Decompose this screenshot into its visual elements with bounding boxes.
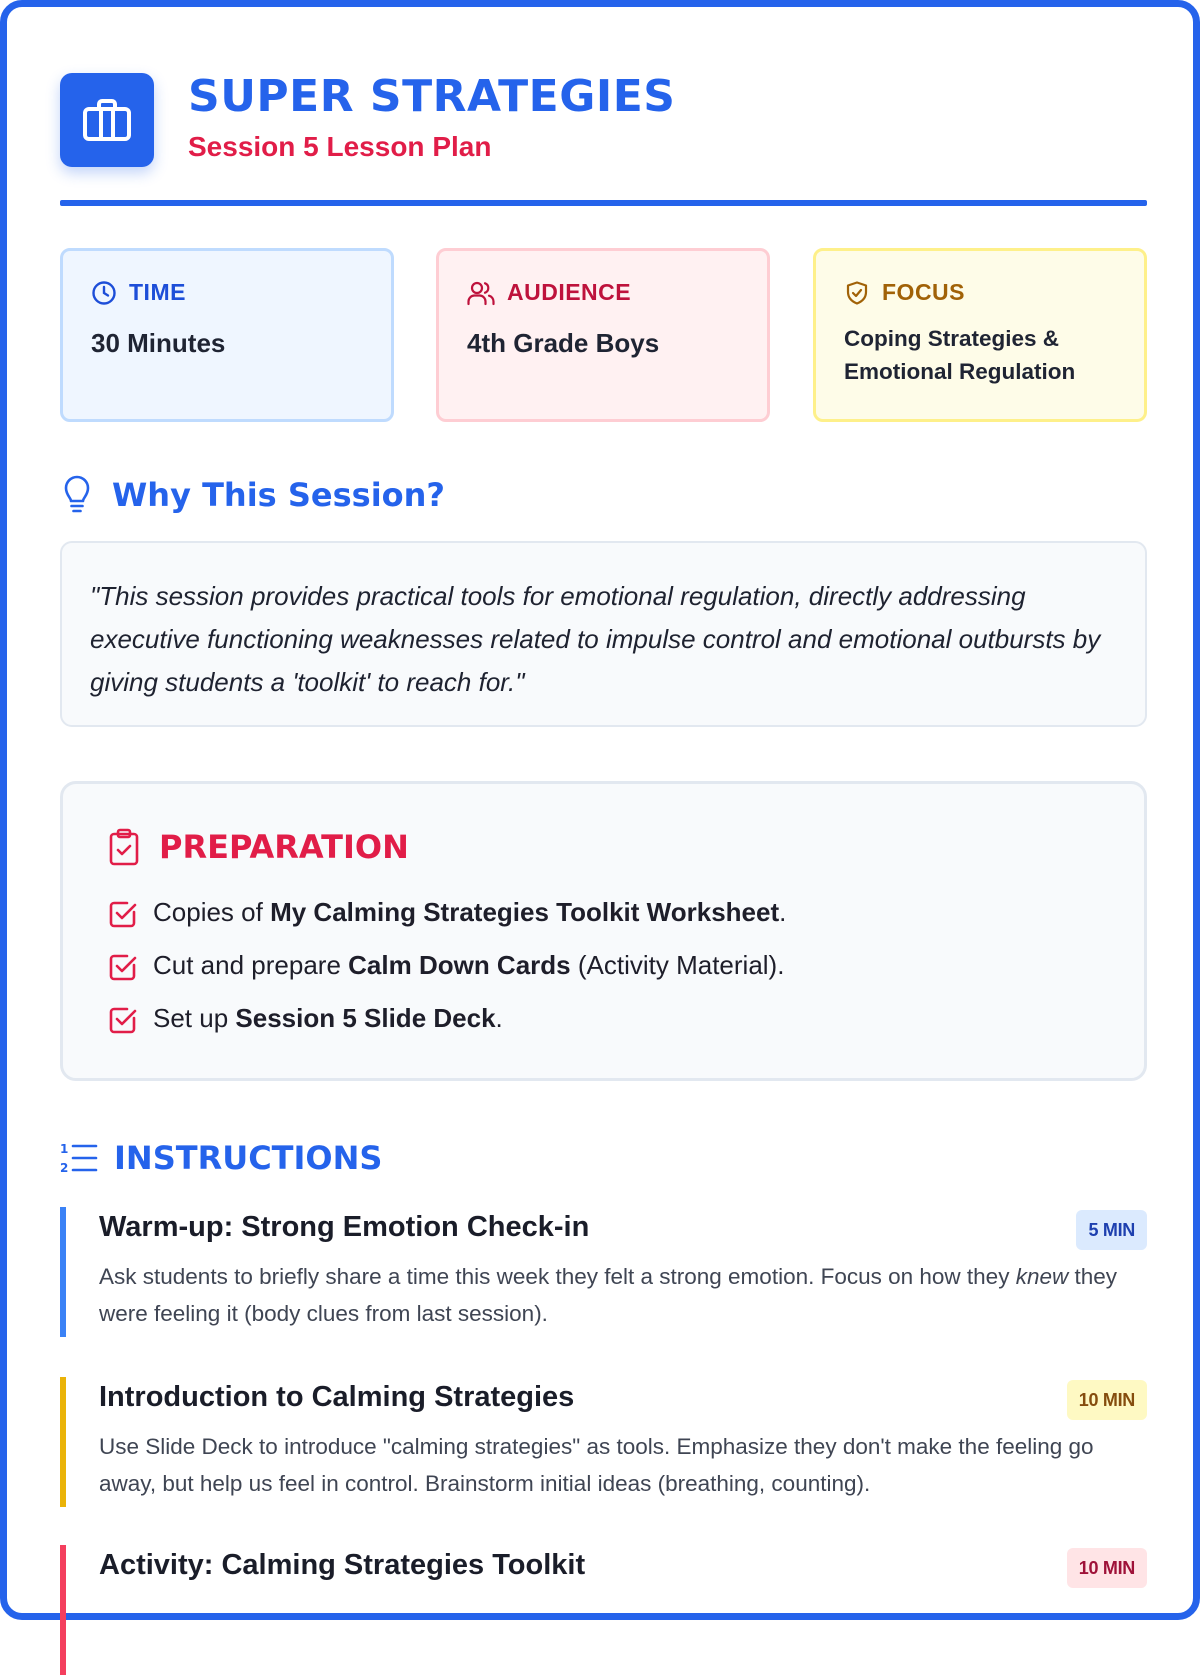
shield-check-icon — [844, 280, 870, 306]
step-title: Introduction to Calming Strategies — [99, 1381, 575, 1413]
preparation-header — [107, 828, 1100, 866]
step-description: Use Slide Deck to introduce "calming strategies" as tools. Emphasize they don't make the feeling go away, but help us feel in control. Brainstorm initial ideas (breathing, counting). — [99, 1434, 1094, 1496]
focus-value-line2: Emotional Regulation — [844, 359, 1076, 384]
svg-text:2: 2 — [60, 1161, 69, 1175]
instruction-step — [60, 1377, 1147, 1507]
logo-badge — [60, 73, 154, 167]
preparation-list — [107, 886, 1100, 1045]
focus-card-header — [844, 279, 1116, 306]
focus-card — [813, 248, 1147, 422]
list-item — [107, 939, 1100, 992]
header — [60, 67, 1147, 207]
info-cards — [60, 248, 1147, 422]
clipboard-check-icon — [107, 828, 141, 866]
checkbox-checked-icon — [107, 950, 139, 982]
time-value: 30 Minutes — [91, 328, 226, 358]
lightbulb-icon — [60, 475, 94, 515]
instructions-header — [60, 1139, 382, 1177]
audience-value: 4th Grade Boys — [467, 328, 660, 358]
list-item — [107, 992, 1100, 1045]
list-item — [107, 886, 1100, 939]
header-divider — [60, 200, 1147, 206]
duration-badge: 10 MIN — [1067, 1548, 1147, 1588]
briefcase-icon — [82, 98, 132, 142]
preparation-item-text: Set up Session 5 Slide Deck. — [153, 1003, 503, 1033]
page-title: SUPER STRATEGIES — [188, 71, 676, 122]
rationale-quote-box — [60, 541, 1147, 727]
time-card — [60, 248, 394, 422]
checkbox-checked-icon — [107, 1003, 139, 1035]
users-icon — [467, 280, 495, 306]
page-subtitle: Session 5 Lesson Plan — [188, 131, 492, 162]
rationale-quote: "This session provides practical tools for emotional regulation, directly addressing executive functioning weaknesses related to impulse control and emotional outbursts by giving students a 'toolkit' to reach for." — [90, 581, 1101, 697]
audience-card — [436, 248, 770, 422]
focus-value-line1: Coping Strategies & — [844, 326, 1060, 351]
audience-card-header — [467, 279, 739, 306]
step-description: Ask students to briefly share a time this week they felt a strong emotion. Focus on how they knew they were feeling it (body clues from last session). — [99, 1264, 1118, 1326]
focus-value — [844, 322, 1116, 388]
svg-text:1: 1 — [60, 1142, 69, 1156]
step-title: Warm-up: Strong Emotion Check-in — [99, 1211, 590, 1243]
instruction-step — [60, 1545, 1147, 1675]
step-title: Activity: Calming Strategies Toolkit — [99, 1549, 586, 1581]
preparation-item-text: Copies of My Calming Strategies Toolkit Worksheet. — [153, 897, 787, 927]
duration-badge: 10 MIN — [1067, 1380, 1147, 1420]
audience-label: AUDIENCE — [507, 279, 632, 305]
time-label: TIME — [129, 279, 186, 305]
instruction-step — [60, 1207, 1147, 1337]
checkbox-checked-icon — [107, 897, 139, 929]
why-section-header — [60, 475, 445, 515]
numbered-list-icon — [60, 1140, 98, 1176]
why-title: Why This Session? — [112, 476, 445, 514]
instructions-title: INSTRUCTIONS — [114, 1139, 383, 1177]
duration-badge: 5 MIN — [1076, 1210, 1147, 1250]
preparation-title: PREPARATION — [159, 828, 409, 866]
clock-icon — [91, 280, 117, 306]
preparation-item-text: Cut and prepare Calm Down Cards (Activity Material). — [153, 950, 785, 980]
focus-label: FOCUS — [882, 279, 965, 305]
preparation-section — [60, 781, 1147, 1081]
time-card-header — [91, 279, 363, 306]
